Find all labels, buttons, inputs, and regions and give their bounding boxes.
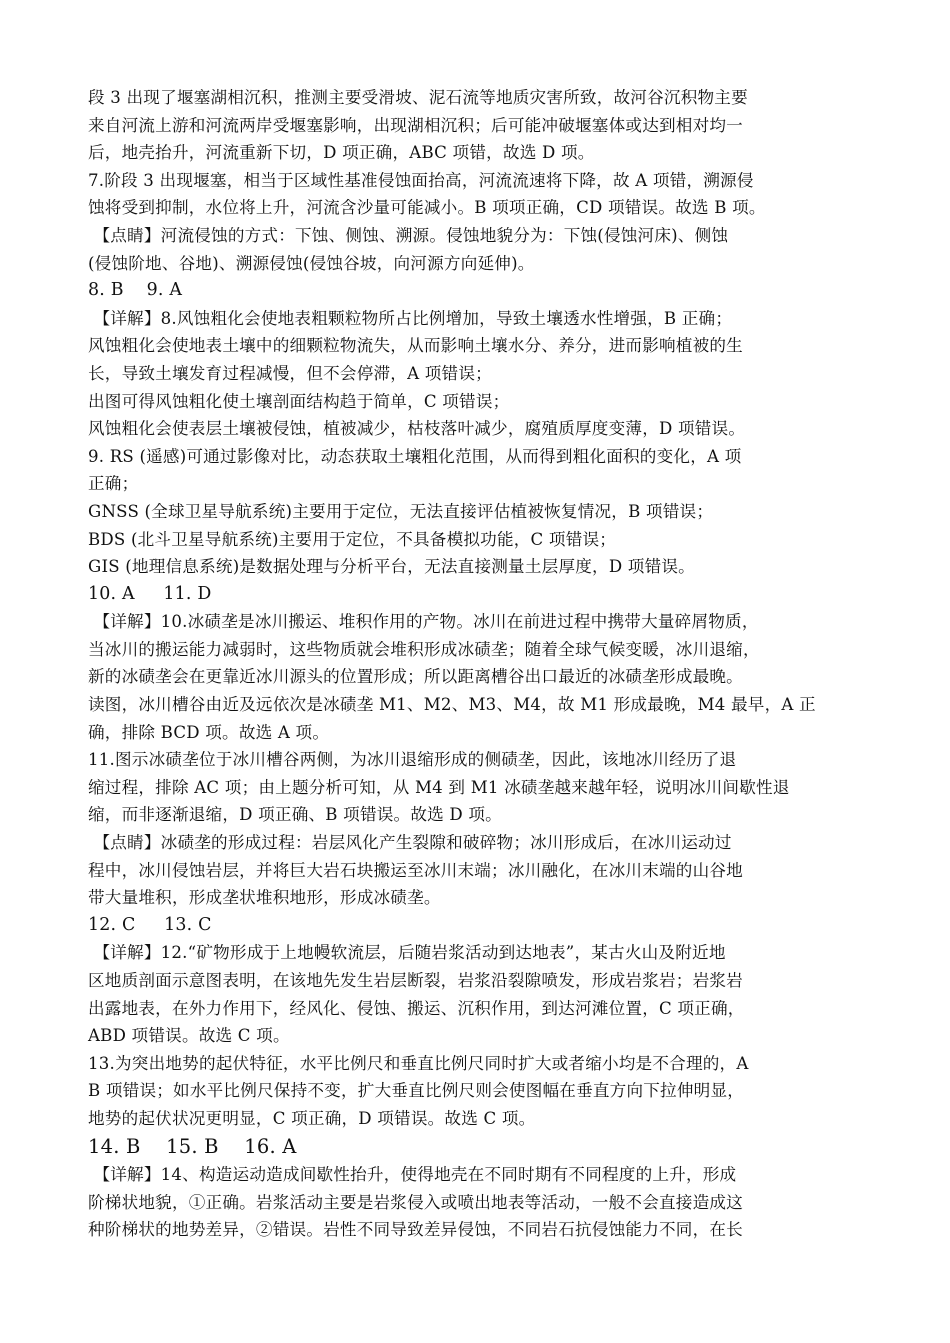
text-line: 出露地表，在外力作用下，经风化、侵蚀、搬运、沉积作用，到达河滩位置，C 项正确，	[88, 998, 745, 1018]
text-line: 风蚀粗化会使表层土壤被侵蚀，植被减少，枯枝落叶减少，腐殖质厚度变薄，D 项错误。	[88, 419, 746, 439]
text-line: 9. RS (遥感)可通过影像对比，动态获取土壤粗化范围，从而得到粗化面积的变化，A 项	[88, 446, 742, 466]
text-line: 【点睛】河流侵蚀的方式：下蚀、侧蚀、溯源。侵蚀地貌分为：下蚀(侵蚀河床)、侧蚀	[88, 225, 729, 245]
text-line: 后，地壳抬升，河流重新下切，D 项正确，ABC 项错，故选 D 项。	[88, 143, 595, 163]
answer-line: 10. A 11. D	[88, 583, 212, 604]
text-line: 缩过程，排除 AC 项；由上题分析可知，从 M4 到 M1 冰碛垄越来越年轻，说明冰川间歇性退	[88, 777, 790, 797]
text-line: 当冰川的搬运能力减弱时，这些物质就会堆积形成冰碛垄；随着全球气候变暖，冰川退缩，	[88, 639, 760, 659]
text-line: 阶梯状地貌，①正确。岩浆活动主要是岩浆侵入或喷出地表等活动，一般不会直接造成这	[88, 1192, 743, 1212]
text-line: GNSS (全球卫星导航系统)主要用于定位，无法直接评估植被恢复情况，B 项错误；	[88, 501, 714, 521]
text-line: BDS (北斗卫星导航系统)主要用于定位，不具备模拟功能，C 项错误；	[88, 529, 617, 549]
text-line: 【详解】12.“矿物形成于上地幔软流层，后随岩浆活动到达地表”，某古火山及附近地	[88, 943, 726, 963]
text-line: 蚀将受到抑制，水位将上升，河流含沙量可能减小。B 项项正确，CD 项错误。故选 B 项。	[88, 198, 766, 218]
text-line: 风蚀粗化会使地表土壤中的细颗粒物流失，从而影响土壤水分、养分，进而影响植被的生	[88, 336, 743, 356]
answer-line: 8. B 9. A	[88, 280, 183, 301]
answer-line: 12. C 13. C	[88, 914, 212, 935]
answer-line: 14. B 15. B 16. A	[88, 1134, 297, 1158]
text-line: 确，排除 BCD 项。故选 A 项。	[88, 722, 330, 742]
text-line: 【详解】8.风蚀粗化会使地表粗颗粒物所占比例增加，导致土壤透水性增强，B 正确；	[88, 308, 733, 328]
text-line: 【详解】14、构造运动造成间歇性抬升，使得地壳在不同时期有不同程度的上升，形成	[88, 1165, 737, 1185]
text-line: 出图可得风蚀粗化使土壤剖面结构趋于简单，C 项错误；	[88, 391, 510, 411]
text-line: 地势的起伏状况更明显，C 项正确，D 项错误。故选 C 项。	[88, 1108, 536, 1128]
text-line: 段 3 出现了堰塞湖相沉积，推测主要受滑坡、泥石流等地质灾害所致，故河谷沉积物主要	[88, 88, 748, 107]
text-line: B 项错误；如水平比例尺保持不变，扩大垂直比例尺则会使图幅在垂直方向下拉伸明显，	[88, 1081, 745, 1101]
text-line: 【点睛】冰碛垄的形成过程：岩层风化产生裂隙和破碎物；冰川形成后，在冰川运动过	[88, 833, 732, 853]
document-page	[88, 84, 856, 1244]
text-line: 正确；	[88, 474, 139, 494]
text-line: 程中，冰川侵蚀岩层，并将巨大岩石块搬运至冰川末端；冰川融化，在冰川末端的山谷地	[88, 860, 743, 880]
text-line: 7.阶段 3 出现堰塞，相当于区域性基准侵蚀面抬高，河流流速将下降，故 A 项错，溯源侵	[88, 170, 754, 190]
text-line: 长，导致土壤发育过程减慢，但不会停滞，A 项错误；	[88, 363, 492, 383]
text-line: GIS (地理信息系统)是数据处理与分析平台，无法直接测量土层厚度，D 项错误。	[88, 557, 695, 577]
text-line: 区地质剖面示意图表明，在该地先发生岩层断裂，岩浆沿裂隙喷发，形成岩浆岩；岩浆岩	[88, 971, 743, 990]
text-line: 带大量堆积，形成垄状堆积地形，形成冰碛垄。	[88, 888, 441, 908]
text-line: ABD 项错误。故选 C 项。	[88, 1026, 290, 1046]
text-line: 读图，冰川槽谷由近及远依次是冰碛垄 M1、M2、M3、M4，故 M1 形成最晚，M4 最早，A 正	[88, 695, 816, 715]
text-line: 来自河流上游和河流两岸受堰塞影响，出现湖相沉积；后可能冲破堰塞体或达到相对均一	[88, 115, 743, 135]
text-line: 13.为突出地势的起伏特征，水平比例尺和垂直比例尺同时扩大或者缩小均是不合理的，A	[88, 1053, 749, 1073]
text-line: (侵蚀阶地、谷地)、溯源侵蚀(侵蚀谷坡，向河源方向延伸)。	[88, 253, 535, 273]
text-line: 种阶梯状的地势差异，②错误。岩性不同导致差异侵蚀，不同岩石抗侵蚀能力不同，在长	[88, 1220, 743, 1240]
text-line: 【详解】10.冰碛垄是冰川搬运、堆积作用的产物。冰川在前进过程中携带大量碎屑物质，	[88, 612, 759, 632]
text-line: 新的冰碛垄会在更靠近冰川源头的位置形成；所以距离槽谷出口最近的冰碛垄形成最晚。	[88, 667, 743, 687]
text-line: 缩，而非逐渐退缩，D 项正确、B 项错误。故选 D 项。	[88, 805, 502, 825]
text-line: 11.图示冰碛垄位于冰川槽谷两侧，为冰川退缩形成的侧碛垄，因此，该地冰川经历了退	[88, 750, 737, 770]
